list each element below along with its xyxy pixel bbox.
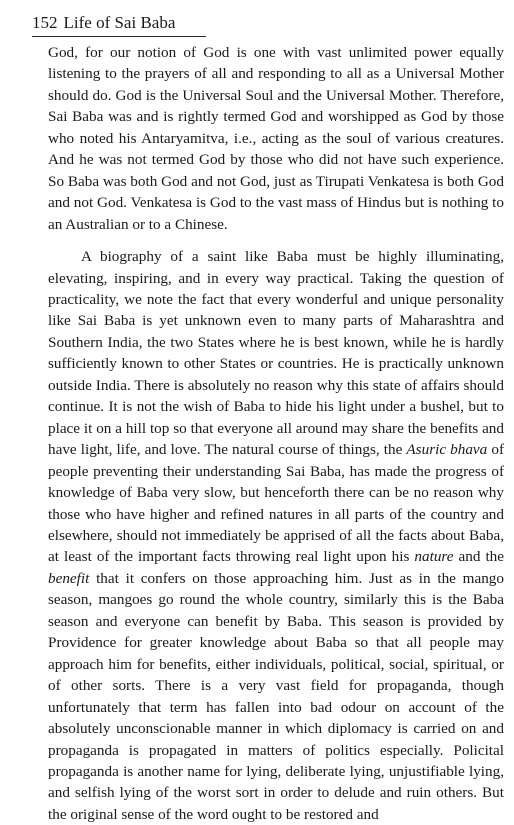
italic-term-nature: nature (414, 548, 454, 566)
running-title: Life of Sai Baba (63, 13, 176, 32)
paragraph-1 (48, 42, 504, 235)
text-segment: God, for our notion of God is one with vast unlimited power equally listening to the prayers of all and responding to all as a Universal Mother should do. God is the Universal Soul and the Universal Mother. Therefore, Sai Baba was and is rightly termed God and worshipped as God by those who noted his Antaryamitva, i.e., acting as the soul of various creatures. And he was not termed God by those who did not have such experience. So Baba was both God and not God, just as Tirupati Venkatesa is both God and not God. Venkatesa is God to the vast mass of Hindus but is nothing to an Australian or to a Chinese. (48, 44, 504, 233)
text-segment: that it confers on those approaching him. Just as in the mango season, mangoes go round the whole country, similarly this is the Baba season and everyone can benefit by Baba. This season is provided by Providence for greater knowledge about Baba so that all people may approach him for benefits, either individuals, political, social, spiritual, or of other sorts. There is a very vast field for propaganda, though unfortunately that term has fallen into bad odour on account of the absolutely unconscionable manner in which diplomacy is carried on and propaganda is propagated in matters of politics especially. Policital propaganda is another name for lying, deliberate lying, unjustifiable lying, and selfish lying of the worst sort in order to delude and ruin others. But the original sense of the word ought to be restored and (48, 569, 504, 823)
body-text (48, 42, 504, 825)
italic-term-benefit: benefit (48, 569, 90, 587)
header-rule (32, 36, 206, 37)
italic-term-asuric-bhava: Asuric bhava (406, 441, 488, 459)
text-segment: of people preventing their understanding Sai Baba, has made the progress of knowledge of Baba very slow, but henceforth there can be no reason why those who have higher and refined natures in all parts of the country and elsewhere, should not immediately be apprised of all the facts about Baba, at least of the important facts throwing real light upon his (48, 441, 504, 566)
running-header (32, 12, 502, 34)
page-number: 152 (32, 13, 58, 32)
paragraph-2 (48, 246, 504, 825)
text-segment: and the (453, 548, 505, 566)
text-segment: A biography of a saint like Baba must be highly illuminating, elevating, inspiring, and in every way practical. Taking the question of practicality, we note the fact that every wonderful and unique personality like Sai Baba is yet unknown even to many parts of Maharashtra and Southern India, the two States where he is best known, while he is hardly sufficiently known to other States or countries. He is practically unknown outside India. There is absolutely no reason why this state of affairs should continue. It is not the wish of Baba to hide his light under a bushel, but to place it on a hill top so that everyone all around may share the benefits and have light, life, and love. The natural course of things, the (48, 248, 504, 459)
